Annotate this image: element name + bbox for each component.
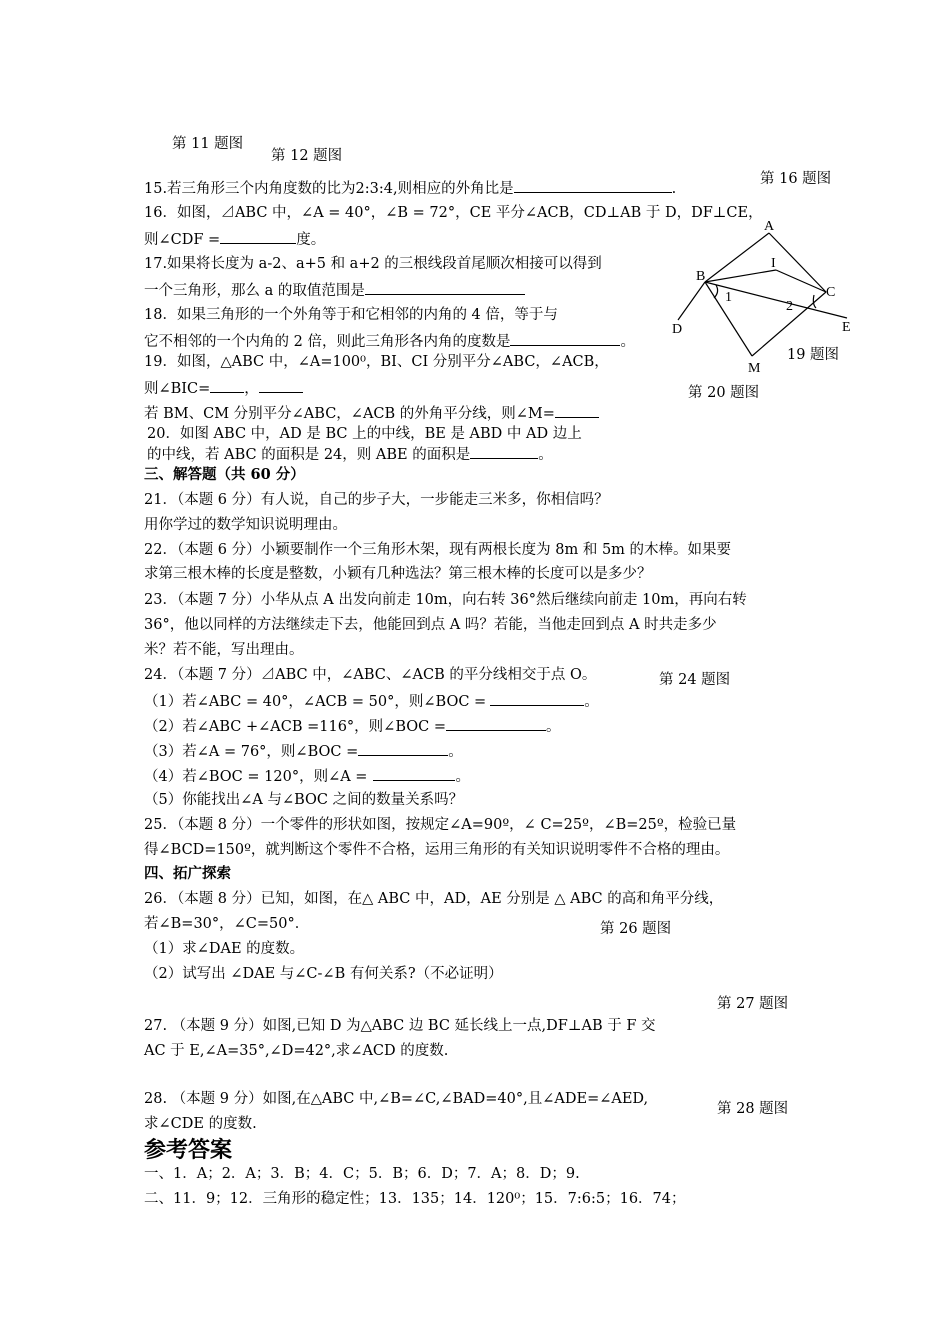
q24-part-3	[144, 740, 463, 762]
q24-1-blank[interactable]	[490, 690, 584, 706]
q19-blank-1[interactable]	[210, 377, 244, 393]
q22-line-1: 22．（本题 6 分）小颖要制作一个三角形木架，现有两根长度为 8m 和 5m 的木棒。如果要	[144, 542, 732, 558]
q18-blank[interactable]	[510, 330, 620, 346]
q24-4-blank[interactable]	[373, 765, 455, 781]
q17-line-2	[144, 279, 525, 301]
q26-line-2: 若∠B=30°，∠C=50°．	[144, 916, 310, 932]
q24-1-text: （1）若∠ABC = 40°，∠ACB = 50°，则∠BOC =	[144, 694, 487, 710]
label-a: A	[764, 219, 775, 234]
q19-blank-2[interactable]	[259, 377, 303, 393]
answers-line-1: 一、1．A；2．A；3．B；4．C；5．B；6．D；7．A；8．D；9.	[144, 1166, 580, 1182]
q24-part-1	[144, 690, 599, 712]
fig19-caption: 19 题图	[787, 347, 840, 363]
q24-4-end: 。	[455, 769, 470, 785]
q24-4-text: （4）若∠BOC = 120°，则∠A =	[144, 769, 368, 785]
q15-blank[interactable]	[514, 177, 672, 193]
q18-line-2	[144, 330, 635, 352]
triangle-figure	[664, 218, 864, 378]
label-c: C	[826, 285, 836, 300]
q17-line-1: 17.如果将长度为 a-2、a+5 和 a+2 的三根线段首尾顺次相接可以得到	[144, 256, 602, 272]
q23-line-2: 36°，他以同样的方法继续走下去，他能回到点 A 吗？若能，当他走回到点 A 时共走多少	[144, 617, 717, 633]
q19-sep: ，	[244, 381, 259, 397]
answers-line-2: 二、11．9；12．三角形的稳定性；13．135；14．120⁰；15．7:6:5；16．74；	[144, 1191, 686, 1207]
q21-line-1: 21．（本题 6 分）有人说，自己的步子大，一步能走三米多，你相信吗？	[144, 492, 609, 508]
q17-blank[interactable]	[365, 279, 525, 295]
q27-line-1: 27. （本题 9 分）如图,已知 D 为△ABC 边 BC 延长线上一点,DF⊥AB 于 F 交	[144, 1018, 656, 1034]
q20-line-2	[147, 443, 553, 465]
section-4-heading: 四、拓广探索	[144, 865, 231, 882]
answers-title: 参考答案	[144, 1137, 233, 1163]
q27-line-2: AC 于 E,∠A=35°,∠D=42°,求∠ACD 的度数.	[144, 1043, 449, 1059]
q23-line-1: 23．（本题 7 分）小华从点 A 出发向前走 10m，向右转 36°然后继续向前走 10m，再向右转	[144, 592, 747, 608]
q24-part-2	[144, 715, 561, 737]
q23-line-3: 米？若不能，写出理由。	[144, 642, 304, 658]
fig12-caption: 第 12 题图	[271, 148, 343, 164]
q28-line-1: 28. （本题 9 分）如图,在△ABC 中,∠B=∠C,∠BAD=40°,且∠ADE=∠AED,	[144, 1091, 649, 1107]
line-ac	[769, 233, 826, 292]
q16-blank[interactable]	[220, 228, 296, 244]
q19-blank-3[interactable]	[555, 402, 599, 418]
q16-line-1: 16．如图，⊿ABC 中，∠A = 40°，∠B = 72°，CE 平分∠ACB，CD⊥AB 于 D，DF⊥CE，	[144, 205, 763, 221]
q24-3-blank[interactable]	[358, 740, 448, 756]
q24-part-5: （5）你能找出∠A 与∠BOC 之间的数量关系吗？	[144, 792, 464, 808]
label-i: I	[771, 256, 776, 271]
q26-part-2: （2）试写出 ∠DAE 与∠C-∠B 有何关系?（不必证明）	[144, 966, 503, 982]
q18-end: 。	[620, 334, 635, 350]
q28-line-2: 求∠CDE 的度数.	[144, 1116, 257, 1132]
label-m: M	[748, 361, 761, 376]
q24-part-4	[144, 765, 470, 787]
q19-line-2	[144, 377, 303, 399]
line-bi	[705, 270, 776, 282]
line-ci	[776, 270, 826, 292]
q24-2-text: （2）若∠ABC +∠ACB =116°，则∠BOC =	[144, 719, 446, 735]
fig16-caption: 第 16 题图	[760, 171, 832, 187]
line-bd	[678, 282, 705, 320]
q21-line-2: 用你学过的数学知识说明理由。	[144, 517, 347, 533]
q20-line-1: 20．如图 ABC 中，AD 是 BC 上的中线，BE 是 ABD 中 AD 边上	[147, 426, 582, 442]
q24-3-text: （3）若∠A = 76°，则∠BOC =	[144, 744, 359, 760]
fig26-caption: 第 26 题图	[600, 921, 672, 937]
fig11-caption: 第 11 题图	[172, 136, 244, 152]
label-e: E	[842, 320, 851, 335]
label-b: B	[696, 269, 706, 284]
q24-1-end: 。	[584, 694, 599, 710]
q16-text: 则∠CDF =	[144, 232, 221, 248]
q25-line-2: 得∠BCD=150º，就判断这个零件不合格，运用三角形的有关知识说明零件不合格的理由。	[144, 842, 730, 858]
q25-line-1: 25．（本题 8 分）一个零件的形状如图，按规定∠A=90º，∠ C=25º，∠B=25º，检验已量	[144, 817, 737, 833]
label-angle-2: 2	[786, 299, 793, 314]
q18-text: 它不相邻的一个内角的 2 倍，则此三角形各内角的度数是	[144, 334, 511, 350]
section-3-heading: 三、解答题（共 60 分）	[144, 466, 305, 483]
label-angle-1: 1	[725, 290, 732, 305]
q19-line-3	[144, 402, 599, 424]
label-d: D	[672, 322, 683, 337]
q24-2-blank[interactable]	[446, 715, 546, 731]
fig27-caption: 第 27 题图	[717, 996, 789, 1012]
q15-text: 15.若三角形三个内角度数的比为2:3:4,则相应的外角比是	[144, 181, 514, 197]
q17-text: 一个三角形，那么 a 的取值范围是	[144, 283, 365, 299]
q24-2-end: 。	[546, 719, 561, 735]
q24-3-end: 。	[448, 744, 463, 760]
fig20-caption: 第 20 题图	[688, 385, 760, 401]
q22-line-2: 求第三根木棒的长度是整数，小颖有几种选法？第三根木棒的长度可以是多少？	[144, 566, 652, 582]
line-ab	[705, 233, 769, 282]
q26-part-1: （1）求∠DAE 的度数。	[144, 941, 305, 957]
q16-end: 度。	[296, 232, 326, 248]
q20-text: 的中线，若 ABC 的面积是 24，则 ABE 的面积是	[147, 447, 471, 463]
q24-line: 24．（本题 7 分）⊿ABC 中，∠ABC、∠ACB 的平分线相交于点 O。	[144, 667, 597, 683]
q18-line-1: 18．如果三角形的一个外角等于和它相邻的内角的 4 倍，等于与	[144, 307, 558, 323]
q19-text: 则∠BIC=	[144, 381, 211, 397]
q26-line-1: 26．（本题 8 分）已知，如图，在△ ABC 中，AD，AE 分别是 △ ABC 的高和角平分线，	[144, 891, 724, 907]
q15-line	[144, 177, 676, 199]
q19-text-m: 若 BM、CM 分别平分∠ABC，∠ACB 的外角平分线，则∠M=	[144, 406, 555, 422]
q20-blank[interactable]	[470, 443, 538, 459]
q20-end: 。	[538, 447, 553, 463]
fig28-caption: 第 28 题图	[717, 1101, 789, 1117]
q16-line-2	[144, 228, 325, 250]
q19-line-1: 19．如图，△ABC 中，∠A=100⁰，BI、CI 分别平分∠ABC，∠ACB，	[144, 354, 609, 370]
fig24-caption: 第 24 题图	[659, 672, 731, 688]
q15-end: .	[671, 181, 677, 197]
